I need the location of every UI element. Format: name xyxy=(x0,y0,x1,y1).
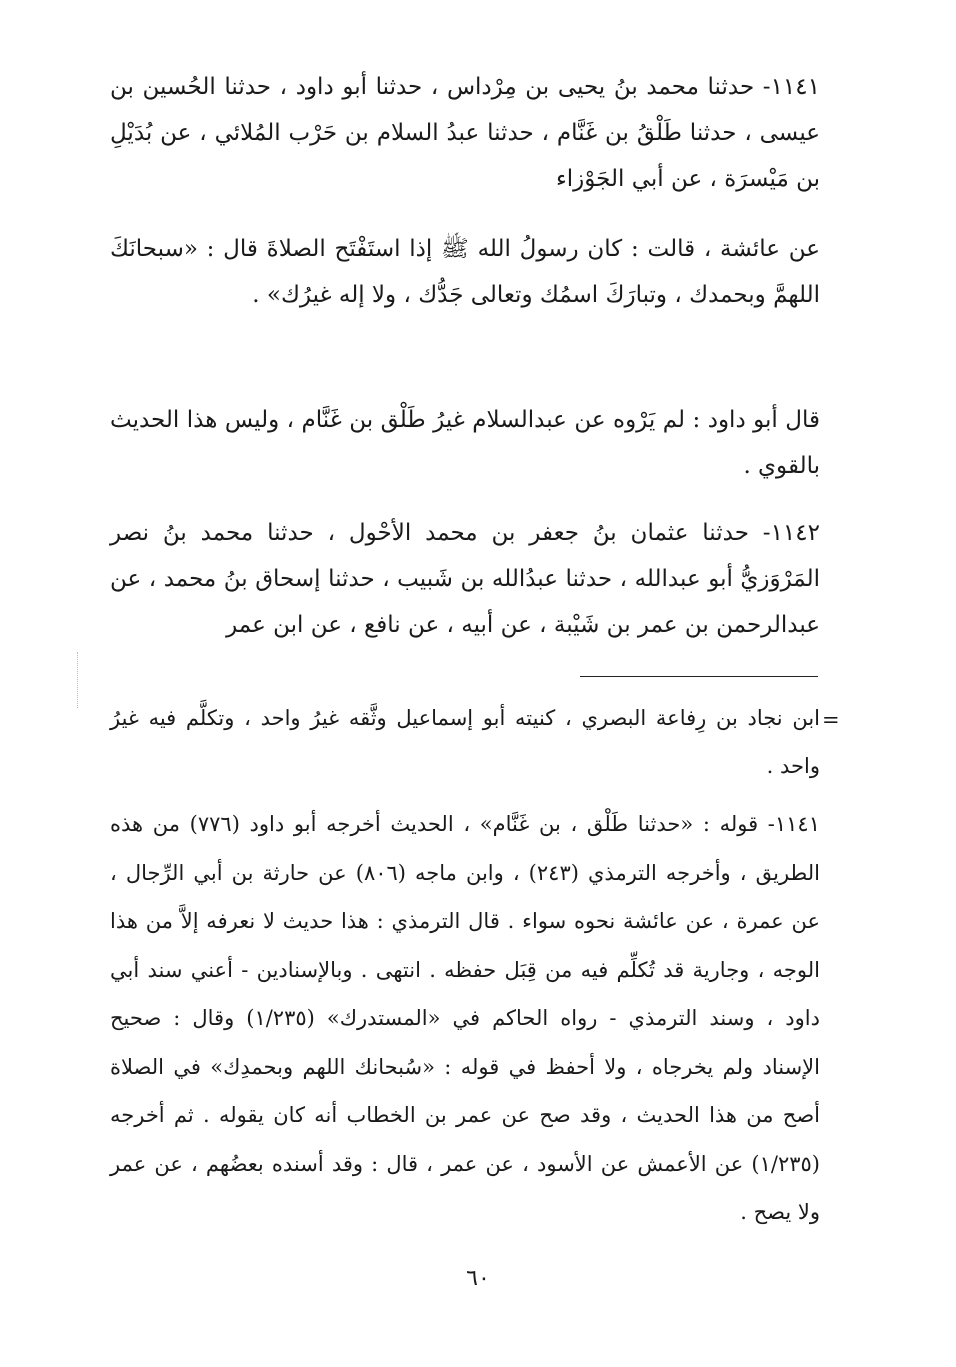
hadith-1141-matn: عن عائشة ، قالت : كان رسولُ الله ﷺ إذا استَفْتَح الصلاةَ قال : «سبحانَكَ اللهمَّ وبحمدك ، وتبارَكَ اسمُك وتعالى جَدُّك ، ولا إله غيرُك» . xyxy=(110,236,820,308)
scan-margin-mark xyxy=(77,652,78,708)
hadith-1141-isnad: ١١٤١- حدثنا محمد بنُ يحيى بن مِرْداس ، حدثنا أبو داود ، حدثنا الحُسين بن عيسى ، حدثنا طَلْقُ بن غَنَّام ، حدثنا عبدُ السلام بن حَرْب المُلائي ، عن بُدَيْلِ بن مَيْسرَة ، عن أبي الجَوْزاء xyxy=(110,74,820,192)
footnote-continued: ابن نجاد بن رِفاعة البصري ، كنيته أبو إسماعيل وثَّقه غيرُ واحد ، وتكلَّم فيه غيرُ واحد . xyxy=(110,706,820,778)
footnote-1141: ١١٤١- قوله : «حدثنا طَلْق ، بن غَنَّام» ، الحديث أخرجه أبو داود (٧٧٦) من هذه الطريق ، وأخرجه الترمذي (٢٤٣) ، وابن ماجه (٨٠٦) عن حارثة بن أبي الرِّجال ، عن عمرة ، عن عائشة نحوه سواء . قال الترمذي : هذا حديث لا نعرفه إلاَّ من هذا الوجه ، وجارية قد تُكلِّم فيه من قِبَل حفظه . انتهى . وبالإسنادين - أعني سند أبي داود ، وسند الترمذي - رواه الحاكم في «المستدرك» (١/٢٣٥) وقال : صحيح الإسناد ولم يخرجاه ، ولا أحفظ في قوله : «سُبحانك اللهم وبحمدِك» في الصلاة أصح من هذا الحديث ، وقد صح عن عمر بن الخطاب أنه كان يقوله . ثم أخرجه (١/٢٣٥) عن الأعمش عن الأسود ، عن عمر ، قال : وقد أسنده بعضُهم ، عن عمر ولا يصح . xyxy=(110,812,820,1224)
page-number: ٦٠ xyxy=(466,1266,490,1291)
abu-dawud-comment: قال أبو داود : لم يَرْوه عن عبدالسلام غيرُ طَلْق بن غَنَّام ، وليس هذا الحديث بالقوي . xyxy=(110,407,820,479)
footnote-separator xyxy=(580,676,818,677)
footnote-continuation-mark: = xyxy=(822,708,840,732)
hadith-1142-isnad: ١١٤٢- حدثنا عثمان بنُ جعفر بن محمد الأحْول ، حدثنا محمد بنُ نصر المَرْوَزيُّ أبو عبدالله ، حدثنا عبدُالله بن شَبيب ، حدثنا إسحاق بنُ محمد ، عن عبدالرحمن بن عمر بن شَيْبة ، عن أبيه ، عن نافع ، عن ابن عمر xyxy=(110,520,820,638)
